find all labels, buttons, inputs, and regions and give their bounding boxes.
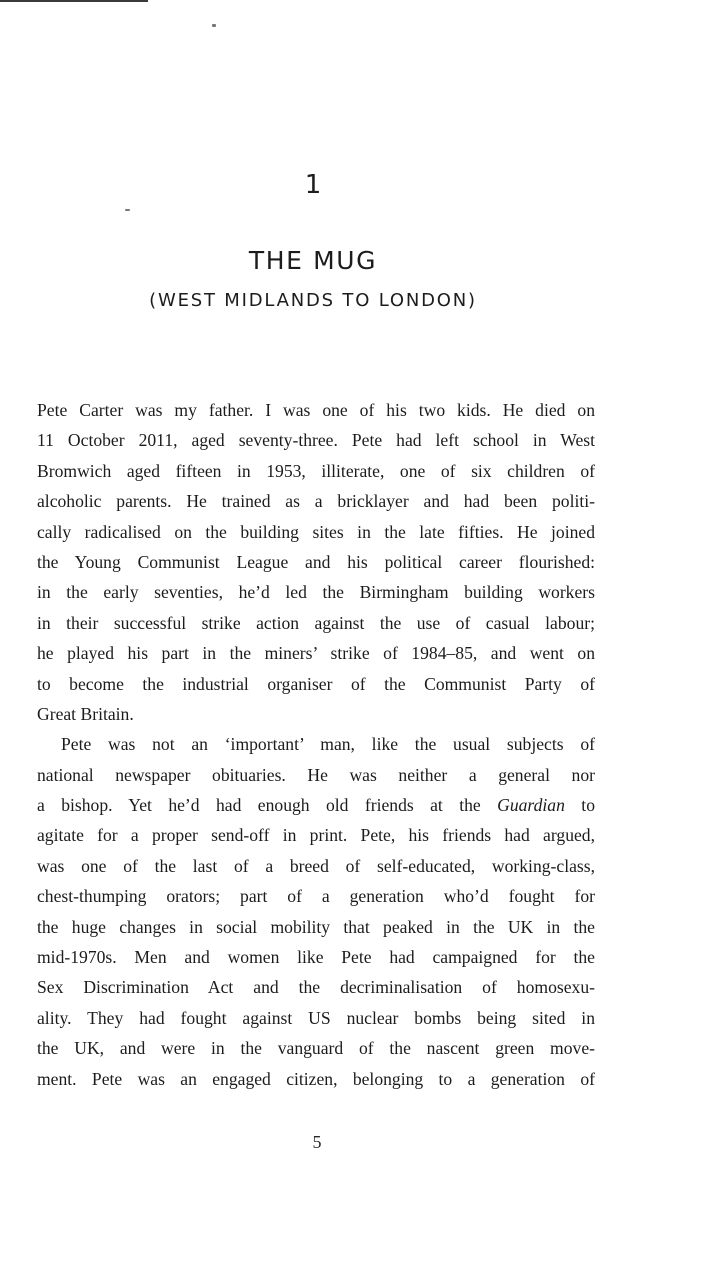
chapter-title: THE MUG <box>248 246 378 275</box>
text-line: agitate for a proper send-off in print. Pete, his friends had argued, <box>37 825 595 846</box>
text-line: chest-thumping orators; part of a generation who’d fought for <box>37 886 595 907</box>
text-line: was one of the last of a breed of self-educated, working-class, <box>37 855 595 876</box>
page-number: 5 <box>312 1132 322 1152</box>
text-line: in their successful strike action against the use of casual labour; <box>37 612 595 633</box>
text-line: Pete was not an ‘important’ man, like the usual subjects of <box>61 734 595 755</box>
text-line: Sex Discrimination Act and the decriminalisation of homosexu- <box>37 977 595 998</box>
text-line: ality. They had fought against US nuclear bombs being sited in <box>37 1007 595 1028</box>
newspaper-name: Guardian <box>497 795 565 816</box>
text-line: in the early seventies, he’d led the Birmingham building workers <box>37 582 595 603</box>
text-line: Great Britain. <box>37 703 134 724</box>
text-line: alcoholic parents. He trained as a bricklayer and had been politi- <box>37 491 595 512</box>
text-line: cally radicalised on the building sites in the late fifties. He joined <box>37 521 595 542</box>
text-line: 11 October 2011, aged seventy-three. Pete had left school in West <box>37 430 595 451</box>
text-line <box>37 1094 595 1124</box>
paragraph <box>37 729 595 1124</box>
text-line: Bromwich aged fifteen in 1953, illiterate, one of six children of <box>37 460 595 481</box>
text-line: the huge changes in social mobility that peaked in the UK in the <box>37 916 595 937</box>
text-line: mid-1970s. Men and women like Pete had campaigned for the <box>37 947 595 968</box>
chapter-subtitle: (WEST MIDLANDS TO LONDON) <box>149 290 477 311</box>
text-line: national newspaper obituaries. He was neither a general nor <box>37 764 595 785</box>
text-line: ment. Pete was an engaged citizen, belonging to a generation of <box>37 1068 595 1089</box>
scan-speck <box>212 24 216 27</box>
text-line: Pete Carter was my father. I was one of his two kids. He died on <box>37 400 595 420</box>
text-line: he played his part in the miners’ strike of 1984–85, and went on <box>37 643 595 664</box>
text-line: a bishop. Yet he’d had enough old friends at the Guardian to <box>37 795 595 816</box>
text-line: the Young Communist League and his political career flourished: <box>37 551 595 572</box>
body-text <box>37 395 595 1124</box>
text-line: the UK, and were in the vanguard of the nascent green move- <box>37 1038 595 1059</box>
paragraph <box>37 395 595 729</box>
scan-speck <box>125 209 130 211</box>
top-rule <box>0 0 148 2</box>
chapter-number: 1 <box>304 170 322 200</box>
text-line: to become the industrial organiser of the Communist Party of <box>37 673 595 694</box>
